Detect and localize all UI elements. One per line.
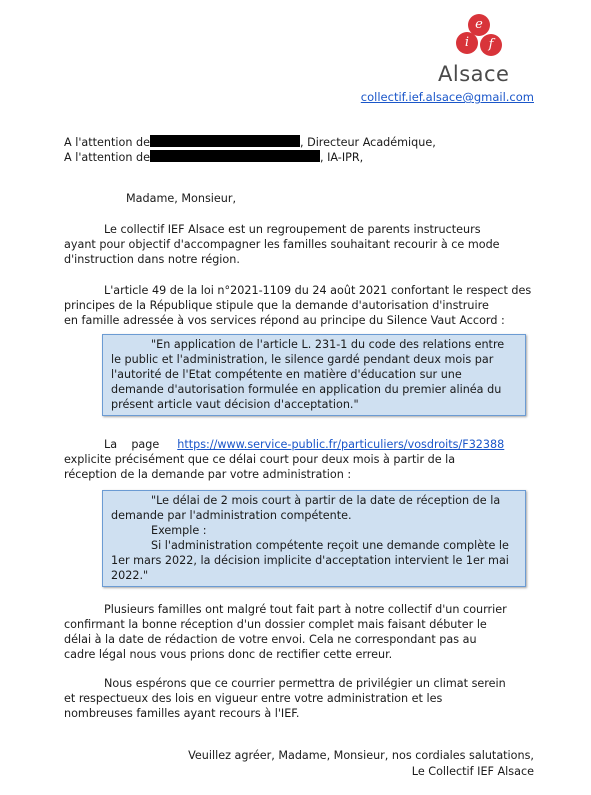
families-paragraph [64, 602, 534, 662]
text-line: ayant pour objectif d'accompagner les familles souhaitant recourir à ce mode [64, 238, 500, 251]
recipient-line-1 [64, 135, 436, 150]
text-line: confirmant la bonne réception d'un dossier complet mais faisant débuter le [64, 618, 487, 631]
signature: Le Collectif IEF Alsace [411, 765, 534, 778]
article-paragraph [64, 283, 534, 328]
quote-line: Exemple : [151, 524, 207, 537]
hope-paragraph [64, 676, 534, 721]
quote-line: présent article vaut décision d'acceptation." [111, 398, 359, 411]
redacted-name-block [150, 135, 300, 147]
page-reference-paragraph [64, 437, 534, 482]
quote-line: Si l'administration compétente reçoit une demande complète le [151, 539, 509, 552]
quote-line: "En application de l'article L. 231-1 du code des relations entre [151, 338, 505, 351]
text-line: principes de la République stipule que la demande d'autorisation d'instruire [64, 299, 489, 312]
quote-line: demande d'autorisation formulée en application du premier alinéa du [111, 383, 502, 396]
service-public-link[interactable]: https://www.service-public.fr/particuliers/vosdroits/F32388 [177, 438, 505, 451]
text-line [64, 437, 534, 452]
text-line: cadre légal nous vous prions donc de rectifier cette erreur. [64, 648, 393, 661]
redacted-name-block [150, 150, 320, 162]
text-line: en famille adressée à vos services répond au principe du Silence Vaut Accord : [64, 314, 505, 327]
logo-letter-e: e [468, 14, 490, 36]
text-line: d'instruction dans notre région. [64, 253, 240, 266]
text-line: Le collectif IEF Alsace est un regroupement de parents instructeurs [104, 223, 481, 236]
quote-line: l'autorité de l'Etat compétente en matière d'éducation sur une [111, 368, 462, 381]
closing-formula: Veuillez agréer, Madame, Monsieur, nos cordiales salutations, [188, 749, 534, 762]
quote-line: demande par l'administration compétente. [111, 509, 352, 522]
quote-line: 2022." [111, 569, 149, 582]
quote-line: 1er mars 2022, la décision implicite d'acceptation intervient le 1er mai [111, 554, 509, 567]
law-quote-box [102, 334, 526, 416]
intro-paragraph [64, 222, 534, 267]
text-line: explicite précisément que ce délai court pour deux mois à partir de la [64, 453, 456, 466]
recipient-title: , IA-IPR, [319, 151, 364, 164]
recipient-prefix: A l'attention de [64, 136, 150, 149]
contact-email-link[interactable]: collectif.ief.alsace@gmail.com [360, 90, 534, 104]
text-line: L'article 49 de la loi n°2021-1109 du 24 août 2021 confortant le respect des [104, 284, 532, 297]
logo-letter-f: f [480, 34, 502, 56]
salutation: Madame, Monsieur, [126, 192, 237, 205]
quote-line: "Le délai de 2 mois court à partir de la date de réception de la [151, 494, 501, 507]
text-line: nombreuses familles ayant recours à l'IEF. [64, 707, 300, 720]
ief-alsace-logo [418, 10, 528, 88]
text-line: délai à la date de rédaction de votre envoi. Cela ne correspondant pas au [64, 633, 477, 646]
recipient-prefix: A l'attention de [64, 151, 150, 164]
text-line: et respectueux des lois en vigueur entre votre administration et les [64, 692, 443, 705]
text-line: Nous espérons que ce courrier permettra de privilégier un climat serein [104, 677, 506, 690]
text-line: réception de la demande par votre administration : [64, 468, 352, 481]
logo-letter-i: i [456, 32, 478, 54]
logo-word: Alsace [438, 62, 510, 86]
quote-line: le public et l'administration, le silence gardé pendant deux mois par [111, 353, 494, 366]
page-lead: La page [104, 438, 160, 451]
example-quote-box [102, 490, 526, 587]
text-line: Plusieurs familles ont malgré tout fait part à notre collectif d'un courrier [104, 603, 507, 616]
recipient-line-2 [64, 150, 363, 165]
recipient-title: , Directeur Académique, [299, 136, 436, 149]
